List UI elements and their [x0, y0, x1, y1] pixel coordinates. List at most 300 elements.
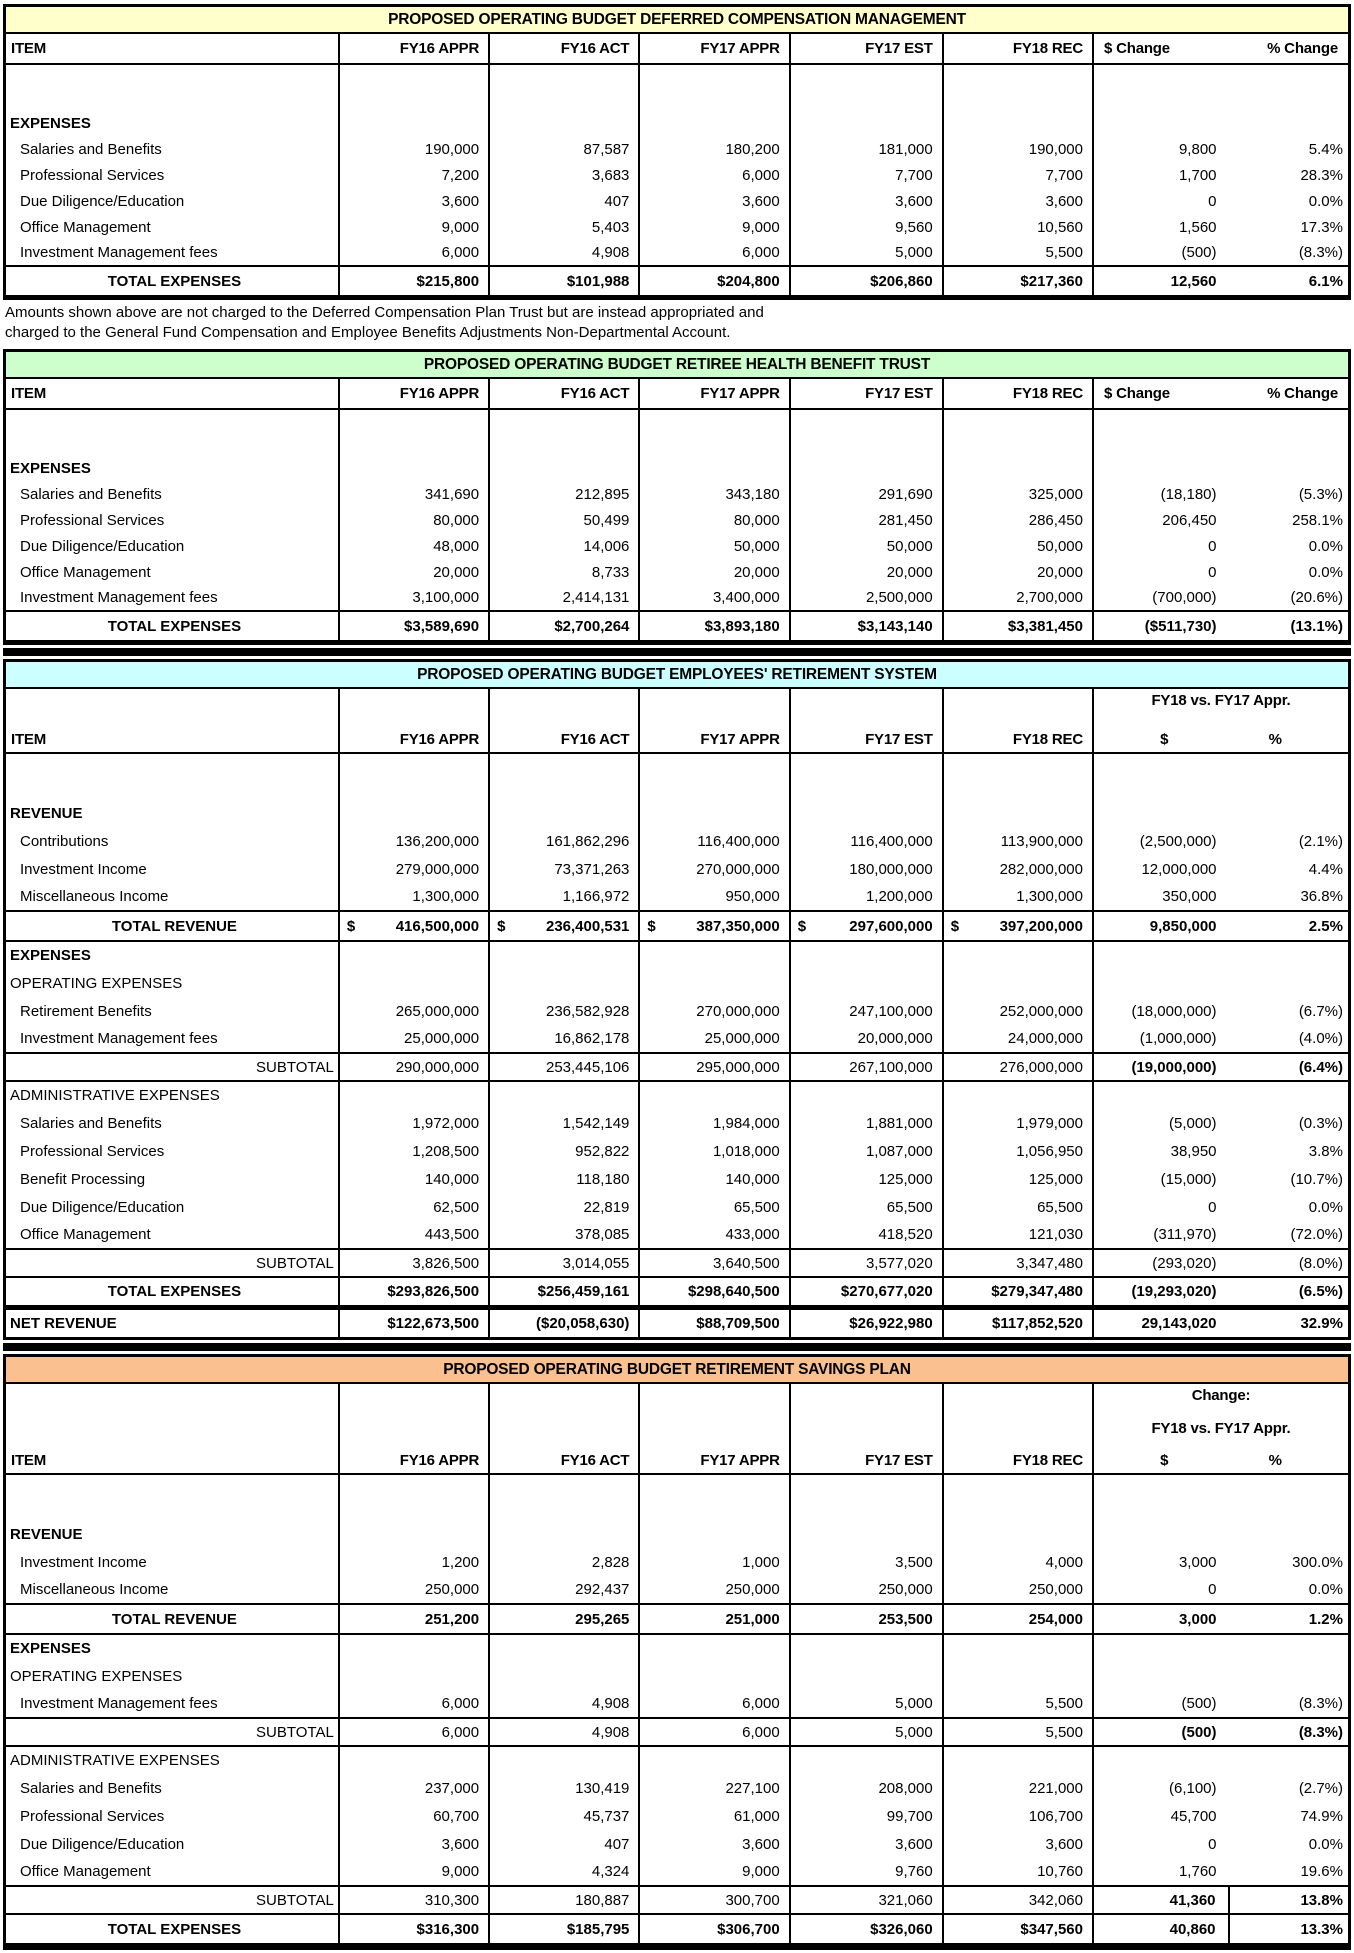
fy17-est-value: $26,922,980: [790, 1307, 943, 1337]
item-label: [6, 1474, 339, 1520]
row-total-expenses: [6, 266, 1348, 296]
item-label: Office Management: [20, 563, 151, 581]
row-investment-income: [6, 855, 1348, 883]
fy17-est-value: 321,060: [790, 1886, 943, 1914]
fy16-appr-value: 6,000: [339, 1690, 489, 1718]
fy18-rec-value: 24,000,000: [943, 1025, 1093, 1053]
fy16-appr-value: [339, 799, 489, 827]
fy17-est-value: [790, 1662, 943, 1690]
fy16-act-value: $256,459,161: [489, 1277, 639, 1307]
item-label: Professional Services: [20, 1142, 165, 1160]
table-title: PROPOSED OPERATING BUDGET RETIREMENT SAVINGS PLAN: [6, 1357, 1348, 1384]
table-header: [6, 1384, 1348, 1474]
fy17-est-value: $270,677,020: [790, 1277, 943, 1307]
change-dollar-value: 1,700: [1093, 162, 1229, 188]
change-symbol: %: [1268, 1452, 1282, 1469]
section-divider: [3, 1343, 1351, 1351]
fy16-appr-value: [339, 110, 489, 136]
fy17-est-value: [790, 1474, 943, 1520]
item-label: EXPENSES: [10, 1640, 91, 1657]
header-row: [6, 379, 1348, 409]
item-label: ADMINISTRATIVE EXPENSES: [10, 1087, 220, 1104]
fy18-rec-value: 221,000: [943, 1774, 1093, 1802]
item-label: NET REVENUE: [6, 1307, 339, 1337]
row-retirement-benefits: [6, 997, 1348, 1025]
fy17-appr-value: 1,000: [639, 1548, 789, 1576]
row-investment-income: [6, 1548, 1348, 1576]
fy16-appr-value: 60,700: [339, 1802, 489, 1830]
fy17-appr-value: 6,000: [639, 240, 789, 266]
fy17-est-value: 267,100,000: [790, 1053, 943, 1081]
column-header-change: [1093, 379, 1348, 409]
fy16-act-value: 292,437: [489, 1576, 639, 1604]
fy17-est-value: 1,087,000: [790, 1137, 943, 1165]
fy16-act-value: 22,819: [489, 1193, 639, 1221]
fy17-appr-value: 61,000: [639, 1802, 789, 1830]
fy17-appr-value: [639, 941, 789, 969]
row-administrative-expenses: [6, 1081, 1348, 1109]
fy17-est-value: 181,000: [790, 136, 943, 162]
fy17-est-value: $206,860: [790, 266, 943, 296]
change-percent-value: 0.0%: [1308, 1835, 1343, 1853]
change-dollar-value: (500): [1093, 1690, 1229, 1718]
change-percent-value: 32.9%: [1229, 1307, 1348, 1337]
fy16-appr-value: 3,600: [339, 188, 489, 214]
column-header-fy16-act: FY16 ACT: [489, 34, 639, 64]
column-header-fy17-appr: FY17 APPR: [639, 379, 789, 409]
fy17-est-value: 180,000,000: [790, 855, 943, 883]
item-label: Office Management: [20, 1863, 151, 1880]
fy16-appr-value: 80,000: [339, 507, 489, 533]
change-percent-value: [1229, 1746, 1348, 1774]
row-salaries-and-benefits: [6, 481, 1348, 507]
amount: 397,200,000: [999, 917, 1083, 935]
fy17-appr-value: 80,000: [639, 507, 789, 533]
header-row: [6, 1384, 1348, 1474]
fy17-appr-value: 251,000: [639, 1604, 789, 1634]
column-header-fy17-est: FY17 EST: [790, 34, 943, 64]
item-label: SUBTOTAL: [6, 1886, 339, 1914]
fy18-rec-value: 2,700,000: [943, 585, 1093, 611]
employees-retirement-system-table: [3, 659, 1351, 1340]
fy16-act-value: [489, 969, 639, 997]
fy16-appr-value: 6,000: [339, 240, 489, 266]
fy16-act-value: 161,862,296: [489, 827, 639, 855]
fy16-appr-value: 443,500: [339, 1221, 489, 1249]
fy17-est-value: [790, 799, 943, 827]
table-border: [3, 659, 1351, 1340]
change-dollar-value: [1093, 1081, 1229, 1109]
change-dollar-value: 9,800: [1093, 136, 1229, 162]
fy17-est-value: 9,560: [790, 214, 943, 240]
table-header: [6, 34, 1348, 64]
fy17-appr-value: [639, 1520, 789, 1548]
fy16-act-value: [489, 1746, 639, 1774]
column-header-fy16-appr: FY16 APPR: [339, 689, 489, 753]
column-header-fy17-est: FY17 EST: [790, 379, 943, 409]
change-percent-value: (13.1%): [1229, 611, 1348, 641]
fy18-rec-value: 282,000,000: [943, 855, 1093, 883]
change-header-line: FY18 vs. FY17 Appr.: [1151, 1419, 1291, 1437]
row-total-expenses: [6, 1914, 1348, 1944]
fy16-act-value: [489, 799, 639, 827]
fy16-act-value: 407: [489, 1830, 639, 1858]
change-dollar-value: (700,000): [1093, 585, 1229, 611]
change-dollar-value: 3,000: [1093, 1548, 1229, 1576]
row-operating-expenses: [6, 1662, 1348, 1690]
table-body: [6, 409, 1348, 641]
fy17-est-value: [790, 455, 943, 481]
fy16-appr-value: [339, 1662, 489, 1690]
footnote-line-1: Amounts shown above are not charged to the Deferred Compensation Plan Trust but are instead appropriated and: [5, 304, 764, 321]
item-label: REVENUE: [10, 804, 83, 822]
fy18-rec-value: $347,560: [943, 1914, 1093, 1944]
change-dollar-value: ($511,730): [1093, 611, 1229, 641]
deferred-compensation-table: [3, 4, 1351, 300]
item-label: REVENUE: [10, 1525, 83, 1543]
fy16-act-value: 14,006: [489, 533, 639, 559]
fy17-appr-value: 25,000,000: [639, 1025, 789, 1053]
fy16-appr-value: 140,000: [339, 1165, 489, 1193]
retirement-savings-plan-table: [3, 1354, 1351, 1950]
row-subtotal: [6, 1718, 1348, 1746]
fy16-act-value: $185,795: [489, 1914, 639, 1944]
item-label: TOTAL REVENUE: [6, 911, 339, 941]
change-symbol: $: [1160, 1452, 1169, 1469]
change-percent-value: (72.0%): [1290, 1226, 1343, 1243]
fy17-est-value: 9,760: [790, 1858, 943, 1886]
column-header-fy17-appr: FY17 APPR: [639, 1384, 789, 1474]
row-expenses: [6, 455, 1348, 481]
fy17-appr-value: 343,180: [639, 481, 789, 507]
change-dollar-value: [1093, 1746, 1229, 1774]
change-percent-value: [1229, 753, 1348, 799]
column-header-fy17-appr: FY17 APPR: [639, 689, 789, 753]
fy16-appr-value: 251,200: [339, 1604, 489, 1634]
row-office-management: [6, 1858, 1348, 1886]
fy16-act-value: [489, 455, 639, 481]
budget-data-table: [6, 379, 1348, 642]
fy17-est-value: 247,100,000: [790, 997, 943, 1025]
fy16-act-value: 87,587: [489, 136, 639, 162]
change-dollar-value: (2,500,000): [1093, 827, 1229, 855]
column-header-fy16-appr: FY16 APPR: [339, 1384, 489, 1474]
row-total-revenue: [6, 911, 1348, 941]
fy18-rec-value: 3,600: [943, 1830, 1093, 1858]
fy16-appr-value: 237,000: [339, 1774, 489, 1802]
fy16-act-value: [489, 1520, 639, 1548]
change-dollar-value: (15,000): [1093, 1165, 1229, 1193]
column-header-fy18-rec: FY18 REC: [943, 1384, 1093, 1474]
fy17-est-value: 418,520: [790, 1221, 943, 1249]
fy17-appr-value: 3,640,500: [639, 1249, 789, 1277]
change-percent-value: [1229, 941, 1348, 969]
fy18-rec-value: [943, 455, 1093, 481]
change-dollar-value: (19,000,000): [1093, 1053, 1229, 1081]
header-row: [6, 34, 1348, 64]
fy17-appr-value: [639, 455, 789, 481]
row-subtotal: [6, 1886, 1348, 1914]
fy17-appr-value: 300,700: [639, 1886, 789, 1914]
row-professional-services: [6, 162, 1348, 188]
column-header-change: [1093, 34, 1348, 64]
fy18-rec-value: [943, 1474, 1093, 1520]
item-label: Investment Income: [20, 860, 147, 878]
table-header: [6, 689, 1348, 753]
item-label: Due Diligence/Education: [20, 537, 185, 555]
item-label: TOTAL EXPENSES: [6, 1277, 339, 1307]
fy17-est-value: 3,600: [790, 188, 943, 214]
budget-data-table: [6, 34, 1348, 297]
fy18-rec-value: 4,000: [943, 1548, 1093, 1576]
change-percent-value: (8.3%): [1298, 244, 1343, 261]
item-label: Professional Services: [20, 511, 165, 529]
item-label: SUBTOTAL: [6, 1053, 339, 1081]
fy16-appr-value: 290,000,000: [339, 1053, 489, 1081]
change-percent-value: [1229, 455, 1348, 481]
change-dollar-value: 350,000: [1093, 883, 1229, 911]
change-dollar-value: 206,450: [1093, 507, 1229, 533]
column-header-fy17-est: FY17 EST: [790, 1384, 943, 1474]
row-contributions: [6, 827, 1348, 855]
change-dollar-value: 12,000,000: [1093, 855, 1229, 883]
fy17-appr-value: 6,000: [639, 162, 789, 188]
row-revenue: [6, 1520, 1348, 1548]
table-body: [6, 753, 1348, 1337]
fy17-est-value: [790, 1634, 943, 1662]
change-dollar-value: [1093, 1634, 1229, 1662]
fy17-appr-value: $204,800: [639, 266, 789, 296]
fy16-act-value: 16,862,178: [489, 1025, 639, 1053]
row-blank: [6, 1474, 1348, 1520]
row-subtotal: [6, 1249, 1348, 1277]
fy16-appr-value: [339, 1634, 489, 1662]
fy17-est-value: [790, 1520, 943, 1548]
fy16-appr-value: [339, 409, 489, 455]
fy16-appr-value: 3,826,500: [339, 1249, 489, 1277]
fy16-act-value: 180,887: [489, 1886, 639, 1914]
item-label: SUBTOTAL: [6, 1718, 339, 1746]
change-percent-value: [1229, 1520, 1348, 1548]
fy16-appr-value: 62,500: [339, 1193, 489, 1221]
item-label: Salaries and Benefits: [20, 485, 162, 503]
change-dollar-value: 38,950: [1093, 1137, 1229, 1165]
fy16-appr-value: 6,000: [339, 1718, 489, 1746]
fy17-est-value: [790, 1081, 943, 1109]
amount: 297,600,000: [849, 917, 933, 935]
fy17-est-value: 125,000: [790, 1165, 943, 1193]
currency-symbol: $: [950, 917, 960, 935]
fy16-act-value: 212,895: [489, 481, 639, 507]
fy18-rec-value: [943, 911, 1093, 941]
change-dollar-value: [1093, 753, 1229, 799]
change-symbol: %: [1268, 731, 1282, 748]
item-label: Salaries and Benefits: [20, 1779, 162, 1797]
change-percent-value: [1229, 1662, 1348, 1690]
amount: 387,350,000: [696, 917, 780, 935]
fy18-rec-value: [943, 64, 1093, 110]
header-row: [6, 689, 1348, 753]
fy16-appr-value: 341,690: [339, 481, 489, 507]
change-dollar-value: [1093, 941, 1229, 969]
fy16-act-value: [489, 409, 639, 455]
column-header-fy18-rec: FY18 REC: [943, 34, 1093, 64]
fy18-rec-value: 106,700: [943, 1802, 1093, 1830]
fy16-act-value: 130,419: [489, 1774, 639, 1802]
fy17-est-value: 1,200,000: [790, 883, 943, 911]
row-due-diligence-education: [6, 1830, 1348, 1858]
item-label: TOTAL EXPENSES: [6, 266, 339, 296]
row-due-diligence-education: [6, 1193, 1348, 1221]
fy18-rec-value: [943, 941, 1093, 969]
fy17-appr-value: 1,984,000: [639, 1109, 789, 1137]
item-label: OPERATING EXPENSES: [10, 1667, 183, 1685]
fy17-appr-value: [639, 64, 789, 110]
fy16-appr-value: 7,200: [339, 162, 489, 188]
fy16-appr-value: 25,000,000: [339, 1025, 489, 1053]
fy16-act-value: [489, 110, 639, 136]
fy16-act-value: [489, 64, 639, 110]
fy17-appr-value: 3,400,000: [639, 585, 789, 611]
fy16-act-value: [489, 1634, 639, 1662]
fy17-est-value: $3,143,140: [790, 611, 943, 641]
fy16-act-value: 3,014,055: [489, 1249, 639, 1277]
fy17-est-value: [790, 911, 943, 941]
fy17-appr-value: 6,000: [639, 1718, 789, 1746]
change-header-label: % Change: [1267, 40, 1338, 57]
fy17-est-value: 2,500,000: [790, 585, 943, 611]
change-dollar-value: 40,860: [1093, 1914, 1229, 1944]
fy16-appr-value: [339, 969, 489, 997]
table-border: [3, 349, 1351, 645]
change-dollar-value: [1093, 455, 1229, 481]
fy17-est-value: 250,000: [790, 1576, 943, 1604]
currency-symbol: $: [797, 917, 807, 935]
fy16-act-value: 50,499: [489, 507, 639, 533]
fy18-rec-value: 286,450: [943, 507, 1093, 533]
row-salaries-and-benefits: [6, 1774, 1348, 1802]
change-dollar-value: 0: [1093, 1830, 1229, 1858]
accounting-value: [791, 918, 933, 935]
fy18-rec-value: 125,000: [943, 1165, 1093, 1193]
change-dollar-value: (18,180): [1093, 481, 1229, 507]
fy17-appr-value: 65,500: [639, 1193, 789, 1221]
change-percent-value: 3.8%: [1308, 1142, 1343, 1160]
fy17-appr-value: $3,893,180: [639, 611, 789, 641]
row-salaries-and-benefits: [6, 136, 1348, 162]
currency-symbol: $: [497, 917, 506, 935]
fy18-rec-value: [943, 1520, 1093, 1548]
row-investment-management-fees: [6, 1690, 1348, 1718]
currency-symbol: $: [346, 917, 356, 935]
fy16-appr-value: 3,600: [339, 1830, 489, 1858]
fy16-appr-value: $122,673,500: [339, 1307, 489, 1337]
fy16-act-value: 4,324: [489, 1858, 639, 1886]
fy16-act-value: [489, 753, 639, 799]
change-percent-value: 19.6%: [1300, 1863, 1343, 1880]
row-miscellaneous-income: [6, 1576, 1348, 1604]
fy17-appr-value: 433,000: [639, 1221, 789, 1249]
fy17-appr-value: 9,000: [639, 214, 789, 240]
amount: 236,400,531: [545, 917, 630, 935]
item-label: EXPENSES: [10, 947, 91, 964]
fy17-appr-value: 50,000: [639, 533, 789, 559]
row-professional-services: [6, 1802, 1348, 1830]
fy16-appr-value: $3,589,690: [339, 611, 489, 641]
change-percent-value: (2.1%): [1298, 832, 1343, 850]
row-office-management: [6, 214, 1348, 240]
item-label: ADMINISTRATIVE EXPENSES: [10, 1752, 220, 1769]
fy17-appr-value: [639, 799, 789, 827]
fy17-est-value: 208,000: [790, 1774, 943, 1802]
fy18-rec-value: 5,500: [943, 1718, 1093, 1746]
fy17-est-value: [790, 409, 943, 455]
column-header-item: ITEM: [6, 1384, 339, 1474]
change-percent-value: 258.1%: [1292, 511, 1343, 529]
fy16-appr-value: 9,000: [339, 214, 489, 240]
table-body: [6, 64, 1348, 296]
item-label: Salaries and Benefits: [20, 140, 162, 158]
fy16-appr-value: 3,100,000: [339, 585, 489, 611]
fy18-rec-value: 250,000: [943, 1576, 1093, 1604]
change-header-stacked: [1094, 689, 1348, 748]
fy16-appr-value: 20,000: [339, 559, 489, 585]
item-label: SUBTOTAL: [6, 1249, 339, 1277]
row-miscellaneous-income: [6, 883, 1348, 911]
item-label: Contributions: [20, 832, 109, 850]
fy17-est-value: 7,700: [790, 162, 943, 188]
change-header-line: Change:: [1191, 1387, 1251, 1404]
fy17-appr-value: [639, 1634, 789, 1662]
fy17-est-value: 5,000: [790, 240, 943, 266]
row-office-management: [6, 1221, 1348, 1249]
fy17-est-value: 3,577,020: [790, 1249, 943, 1277]
currency-symbol: $: [647, 917, 656, 935]
retiree-health-benefit-trust-table: [3, 349, 1351, 645]
row-professional-services: [6, 1137, 1348, 1165]
fy16-appr-value: 310,300: [339, 1886, 489, 1914]
fy16-act-value: ($20,058,630): [489, 1307, 639, 1337]
change-dollar-value: 0: [1093, 1576, 1229, 1604]
change-percent-value: (6.4%): [1229, 1053, 1348, 1081]
fy17-appr-value: 270,000,000: [639, 855, 789, 883]
change-dollar-value: 12,560: [1093, 266, 1229, 296]
fy17-appr-value: [639, 1081, 789, 1109]
fy16-appr-value: [339, 64, 489, 110]
fy16-act-value: $101,988: [489, 266, 639, 296]
change-percent-value: (20.6%): [1290, 589, 1343, 606]
change-percent-value: (8.0%): [1229, 1249, 1348, 1277]
fy17-est-value: 116,400,000: [790, 827, 943, 855]
change-dollar-value: [1093, 799, 1229, 827]
fy16-act-value: 4,908: [489, 1718, 639, 1746]
fy18-rec-value: 65,500: [943, 1193, 1093, 1221]
section-divider: [3, 648, 1351, 656]
change-percent-value: [1229, 1081, 1348, 1109]
fy16-act-value: 118,180: [489, 1165, 639, 1193]
budget-data-table: [6, 1384, 1348, 1945]
column-header-item: ITEM: [6, 34, 339, 64]
fy17-appr-value: [639, 753, 789, 799]
item-label: OPERATING EXPENSES: [10, 974, 183, 992]
fy18-rec-value: 113,900,000: [943, 827, 1093, 855]
change-percent-value: 4.4%: [1308, 860, 1343, 878]
fy17-est-value: 5,000: [790, 1690, 943, 1718]
fy17-appr-value: 6,000: [639, 1690, 789, 1718]
change-dollar-value: 9,850,000: [1093, 911, 1229, 941]
fy18-rec-value: 3,347,480: [943, 1249, 1093, 1277]
accounting-value: [340, 918, 479, 935]
